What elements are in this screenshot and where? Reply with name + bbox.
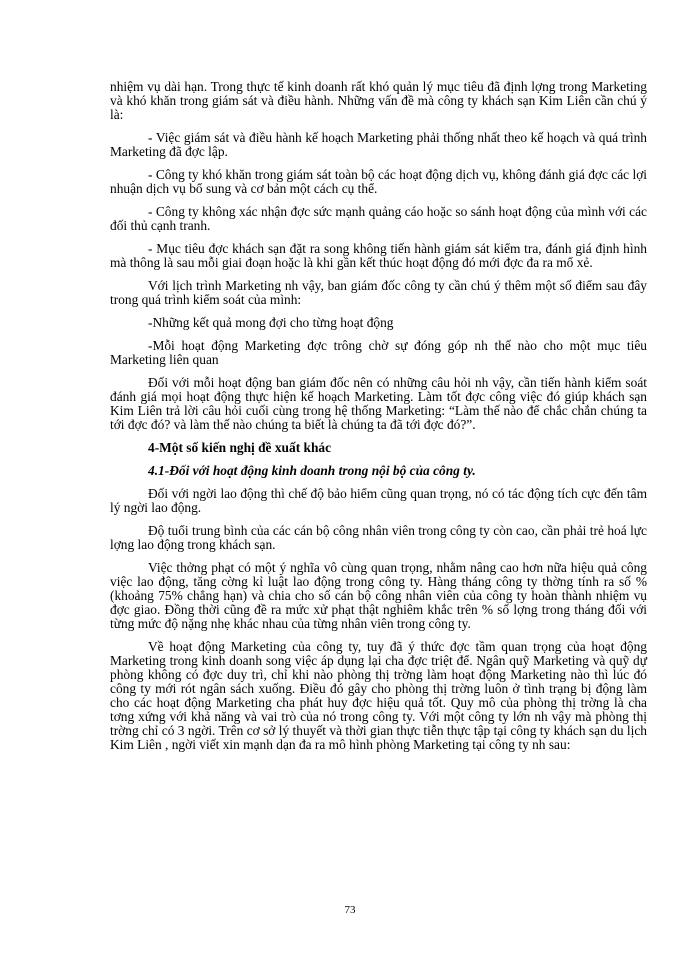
paragraph-bullet-1: - Việc giám sát và điều hành kế hoạch Marketing phải thống nhất theo kế hoạch và quá trình Marketing đã đợc lập.: [110, 130, 647, 159]
paragraph-bullet-4: - Mục tiêu đợc khách sạn đặt ra song không tiến hành giám sát kiểm tra, đánh giá định hình mà thông là sau mỗi giai đoạn hoặc là khi gần kết thúc hoạt động đó mới đợc đa ra mổ xẻ.: [110, 241, 647, 270]
paragraph-bullet-3: - Công ty không xác nhận đợc sức mạnh quảng cáo hoặc so sánh hoạt động của mình với các đối thủ cạnh tranh.: [110, 204, 647, 233]
paragraph-questions: Đối với mỗi hoạt động ban giám đốc nên có những câu hỏi nh vậy, cần tiến hành kiểm soát đánh giá mọi hoạt động thực hiện kế hoạch Marketing. Làm tốt đợc công việc đó giúp khách sạn Kim Liên trả lời câu hỏi cuối cùng trong hệ thống Marketing: “Làm thế nào để chắc chắn chúng ta tới đợc đó? và làm thế nào chúng ta biết là chúng ta đã tới đợc đó?”.: [110, 375, 647, 432]
paragraph-point-1: -Những kết quả mong đợi cho từng hoạt động: [148, 315, 394, 330]
paragraph-bullet-2: - Công ty khó khăn trong giám sát toàn bộ các hoạt động dịch vụ, không đánh giá đợc các lợi nhuận dịch vụ bổ sung và cơ bản một cách cụ thể.: [110, 167, 647, 196]
paragraph-schedule: Với lịch trình Marketing nh vậy, ban giám đốc công ty cần chú ý thêm một số điểm sau đây trong quá trình kiểm soát của mình:: [110, 278, 647, 307]
paragraph-age: Độ tuổi trung bình của các cán bộ công nhân viên trong công ty còn cao, cần phải trẻ hoá lực lợng lao động trong khách sạn.: [110, 523, 647, 552]
section-heading: 4-Một số kiến nghị đề xuất khác: [148, 440, 332, 455]
paragraph-point-2: -Mỗi hoạt động Marketing đợc trông chờ sự đóng góp nh thế nào cho một mục tiêu Marketing liên quan: [110, 338, 647, 367]
page-number: 73: [344, 904, 356, 916]
paragraph-marketing: Về hoạt động Marketing của công ty, tuy đã ý thức đợc tầm quan trọng của hoạt động Marketing trong kinh doanh song việc áp dụng lại cha đợc triệt để. Ngân quỹ Marketing và quỹ dự phòng không có đợc duy trì, chỉ khi nào phòng thị trờng làm hoạt động Marketing nào thì lúc đó công ty mới rót ngân sách xuống. Điều đó gây cho phòng thị trờng luôn ở tình trạng bị động làm cho các hoạt động Marketing cha phát huy đợc hiệu quả tốt. Quy mô của phòng thị trờng là cha tơng xứng với khả năng và vai trò của nó trong công ty. Với một công ty lớn nh vậy mà phòng thị trờng chỉ có 3 ngời. Trên cơ sở lý thuyết và thời gian thực tiễn thực tập tại công ty khách sạn du lịch Kim Liên , ngời viết xin mạnh dạn đa ra mô hình phòng Marketing tại công ty nh sau:: [110, 639, 647, 752]
paragraph-intro: nhiệm vụ dài hạn. Trong thực tế kinh doanh rất khó quản lý mục tiêu đã định lợng trong Marketing và khó khăn trong giám sát và điều hành. Những vấn đề mà công ty khách sạn Kim Liên cần chú ý là:: [110, 79, 647, 122]
paragraph-insurance: Đối với ngời lao động thì chế độ bảo hiểm cũng quan trọng, nó có tác động tích cực đến tâm lý ngời lao động.: [110, 486, 647, 515]
subsection-heading: 4.1-Đối với hoạt động kinh doanh trong nội bộ của công ty.: [148, 463, 476, 478]
paragraph-rewards: Việc thởng phạt có một ý nghĩa vô cùng quan trọng, nhằm nâng cao hơn nữa hiệu quả công việc lao động, tăng cờng kỉ luật lao động trong công ty. Hàng tháng công ty thờng tính ra số %(khoảng 75% chẳng hạn) và chia cho số cán bộ công nhân viên của công ty hoàn thành nhiệm vụ đợc giao. Đồng thời cũng đề ra mức xử phạt thật nghiêm khắc trên % số lợng trong tháng đối với từng mức độ nặng nhẹ khác nhau của từng nhân viên trong công ty.: [110, 560, 647, 631]
